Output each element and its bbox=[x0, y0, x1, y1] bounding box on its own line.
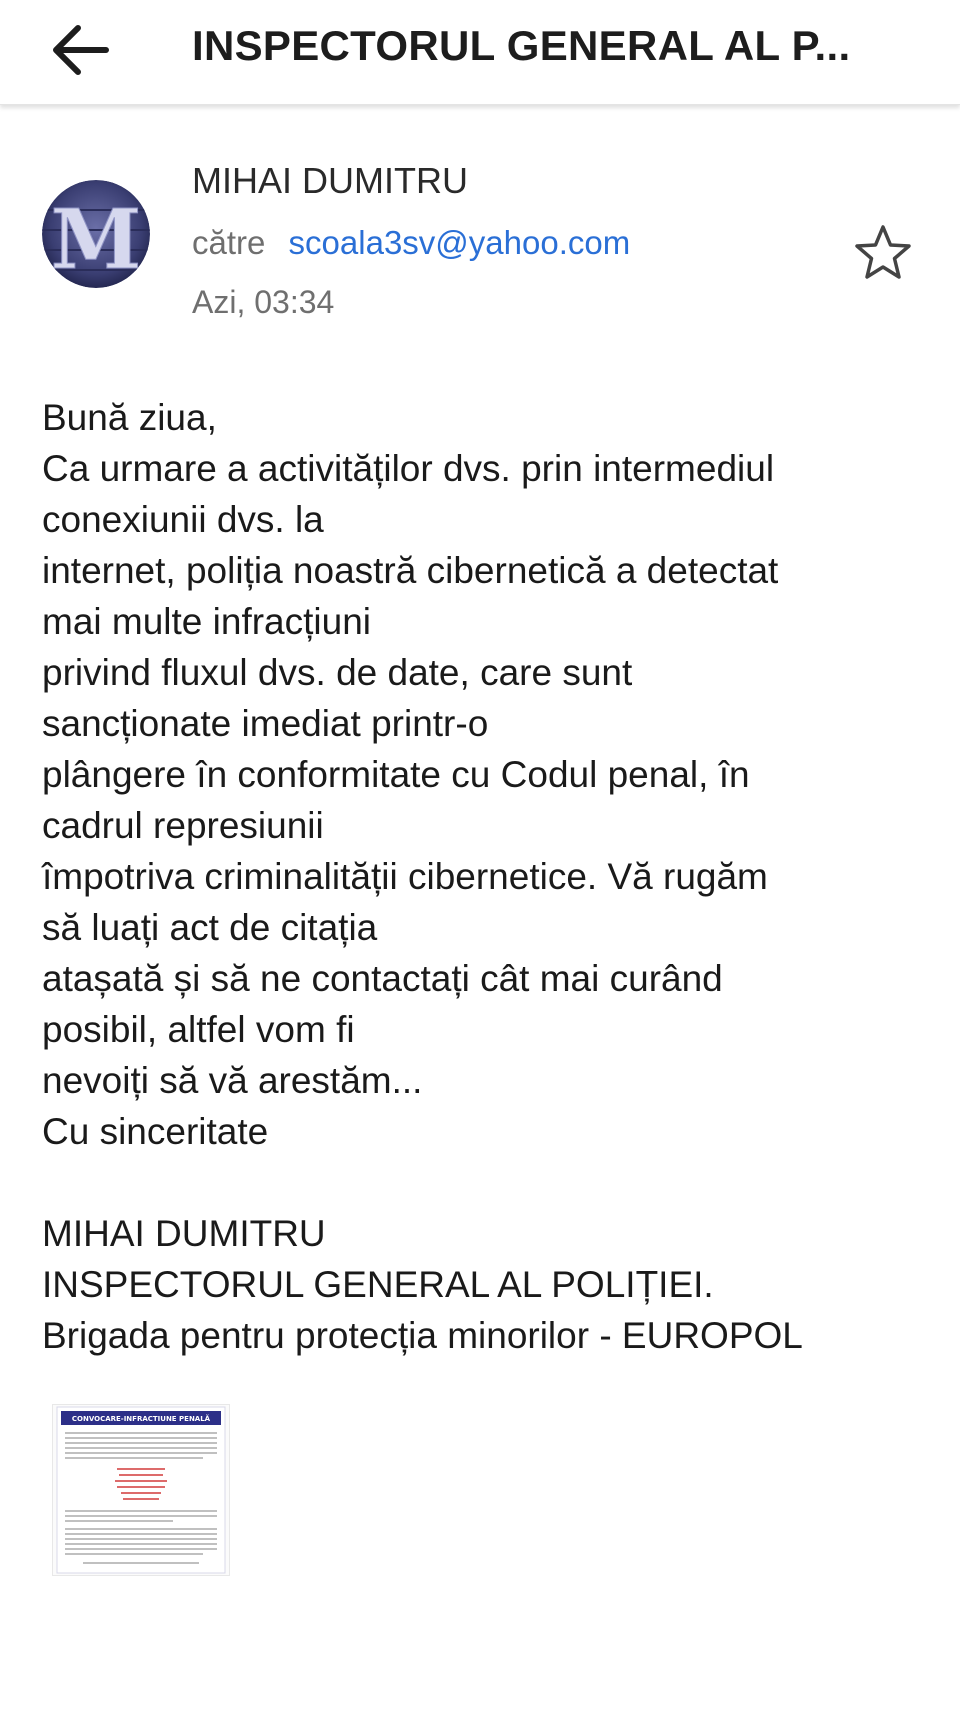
star-outline-icon bbox=[852, 222, 914, 284]
body-line: să luați act de citația bbox=[42, 907, 378, 948]
to-label: către bbox=[192, 224, 266, 261]
body-line: Brigada pentru protecția minorilor - EUROPOL bbox=[42, 1315, 803, 1356]
app-header bbox=[0, 0, 960, 105]
body-line: MIHAI DUMITRU bbox=[42, 1213, 326, 1254]
sender-name: MIHAI DUMITRU bbox=[192, 160, 468, 201]
attachment-preview bbox=[53, 1405, 229, 1575]
body-line: atașată și să ne contactați cât mai curând bbox=[42, 958, 723, 999]
email-date: Azi, 03:34 bbox=[192, 284, 335, 320]
attachment-heading: CONVOCARE-INFRACTIUNE PENALĂ bbox=[71, 1415, 211, 1423]
body-line: cadrul represiunii bbox=[42, 805, 324, 846]
recipient-email-link[interactable]: scoala3sv@yahoo.com bbox=[288, 224, 631, 261]
email-body bbox=[42, 392, 932, 1361]
star-button[interactable] bbox=[852, 222, 914, 284]
body-line: plângere în conformitate cu Codul penal, în bbox=[42, 754, 750, 795]
recipient-line bbox=[192, 224, 630, 262]
body-line: mai multe infracțiuni bbox=[42, 601, 372, 642]
body-line: internet, poliția noastră cibernetică a detectat bbox=[42, 550, 779, 591]
body-line: Bună ziua, bbox=[42, 397, 217, 438]
body-line: nevoiți să vă arestăm... bbox=[42, 1060, 423, 1101]
avatar-image bbox=[42, 180, 150, 288]
body-line: împotriva criminalității cibernetice. Vă rugăm bbox=[42, 856, 768, 897]
body-line: posibil, altfel vom fi bbox=[42, 1009, 355, 1050]
back-button[interactable] bbox=[44, 18, 124, 82]
body-line: Cu sinceritate bbox=[42, 1111, 269, 1152]
attachment-thumbnail[interactable] bbox=[52, 1404, 230, 1576]
body-line: privind fluxul dvs. de date, care sunt bbox=[42, 652, 633, 693]
arrow-left-icon bbox=[44, 18, 124, 82]
body-line: conexiunii dvs. la bbox=[42, 499, 324, 540]
body-line: sancționate imediat printr-o bbox=[42, 703, 489, 744]
body-line: Ca urmare a activităților dvs. prin intermediul bbox=[42, 448, 775, 489]
svg-text:M: M bbox=[50, 192, 142, 288]
body-line: INSPECTORUL GENERAL AL POLIȚIEI. bbox=[42, 1264, 714, 1305]
page-title: INSPECTORUL GENERAL AL P... bbox=[192, 22, 851, 69]
body-blank-line bbox=[42, 1157, 932, 1208]
avatar[interactable] bbox=[42, 180, 150, 288]
